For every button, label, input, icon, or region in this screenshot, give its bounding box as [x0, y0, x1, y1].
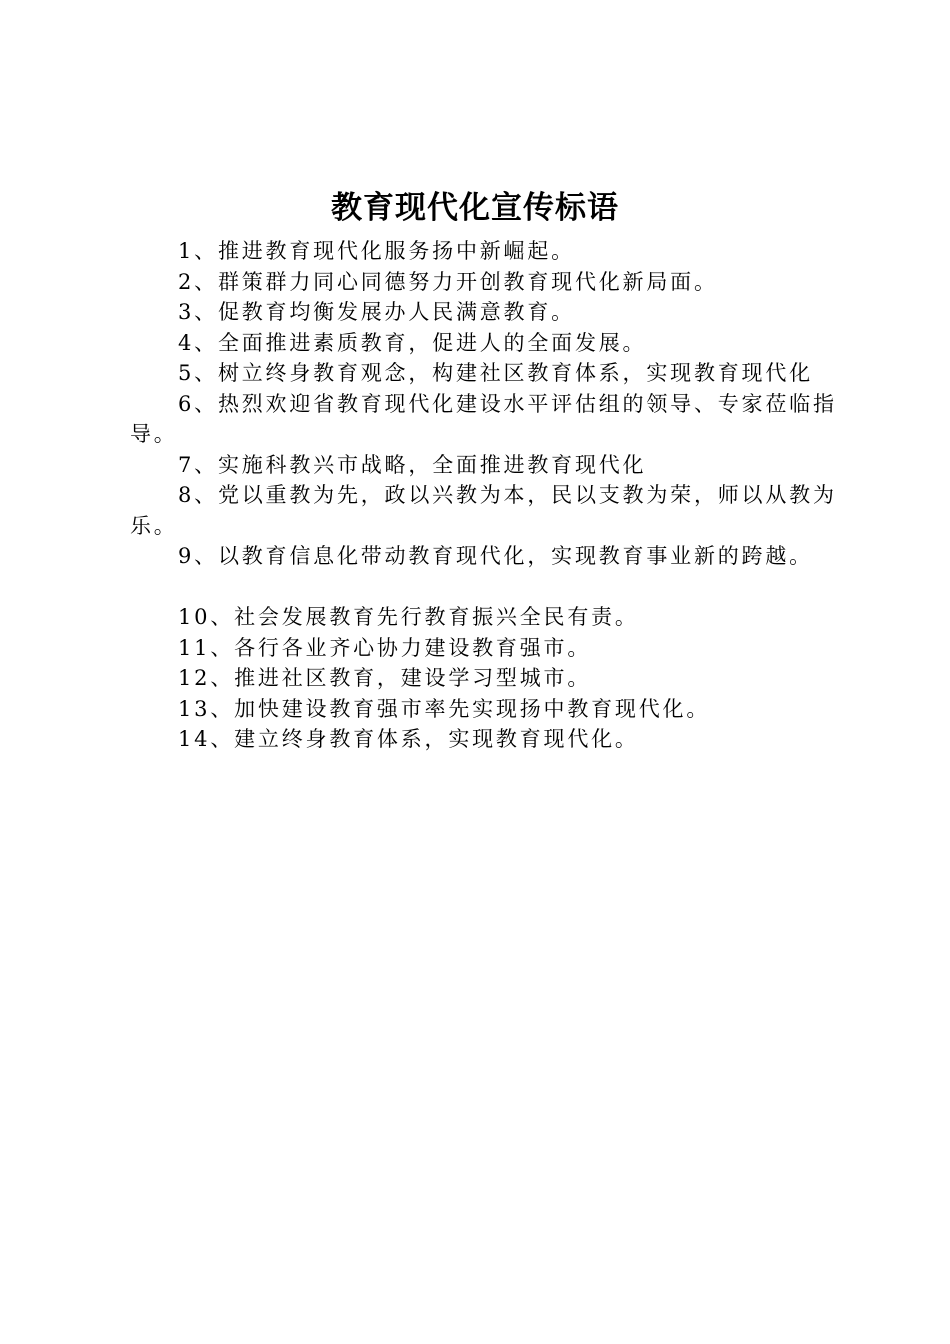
slogan-list — [130, 236, 850, 755]
slogan-item: 5、树立终身教育观念，构建社区教育体系，实现教育现代化 — [178, 361, 813, 385]
slogan-item: 3、促教育均衡发展办人民满意教育。 — [178, 300, 575, 324]
slogan-item: 13、加快建设教育强市率先实现扬中教育现代化。 — [178, 696, 711, 721]
document-title: 教育现代化宣传标语 — [331, 190, 619, 226]
slogan-item: 4、全面推进素质教育，促进人的全面发展。 — [178, 330, 647, 355]
slogan-item: 10、社会发展教育先行教育振兴全民有责。 — [178, 605, 639, 629]
slogan-item: 12、推进社区教育，建设学习型城市。 — [178, 666, 592, 690]
slogan-item: 6、热烈欢迎省教育现代化建设水平评估组的领导、专家莅临指导。 — [130, 391, 837, 446]
slogan-item: 2、群策群力同心同德努力开创教育现代化新局面。 — [178, 269, 718, 294]
slogan-item: 11、各行各业齐心协力建设教育强市。 — [178, 635, 592, 660]
slogan-item: 14、建立终身教育体系，实现教育现代化。 — [178, 727, 639, 751]
blank-line — [130, 572, 850, 603]
slogan-item: 7、实施科教兴市战略，全面推进教育现代化 — [178, 452, 647, 477]
slogan-item: 9、以教育信息化带动教育现代化，实现教育事业新的跨越。 — [178, 544, 813, 568]
slogan-item: 8、党以重教为先，政以兴教为本，民以支教为荣，师以从教为乐。 — [130, 483, 837, 538]
slogan-item: 1、推进教育现代化服务扬中新崛起。 — [178, 239, 575, 263]
